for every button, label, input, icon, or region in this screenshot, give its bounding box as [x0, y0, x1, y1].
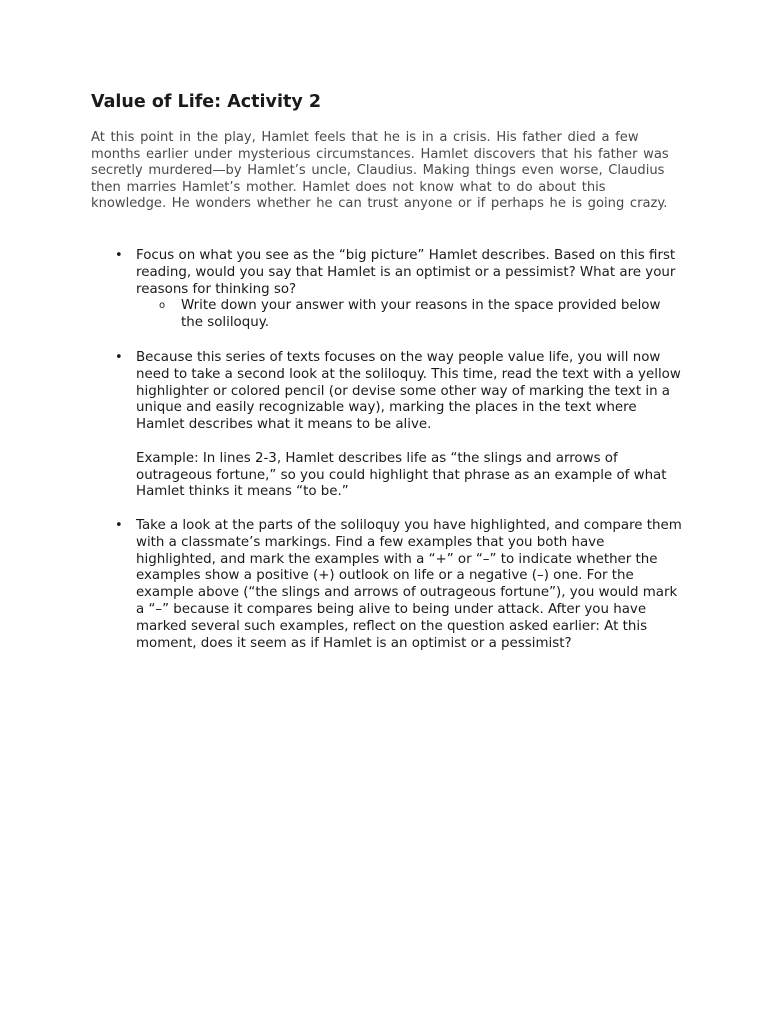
list-item-compare — [115, 518, 685, 652]
sub-bullet-icon: o — [159, 300, 166, 312]
list-item-text: Because this series of texts focuses on the way people value life, you will now need to take a second look at the soliloquy. This time, read the text with a yellow highlighter or colored pencil (or devise some other way of marking the text in a unique and easily recognizable way), marking the places in the text where Hamlet describes what it means to be alive. — [136, 350, 681, 433]
bullet-icon: • — [115, 350, 123, 365]
list-item-text: Focus on what you see as the “big picture” Hamlet describes. Based on this first reading, would you say that Hamlet is an optimist or a pessimist? What are your reasons for thinking so? — [136, 248, 676, 297]
page-title: Value of Life: Activity 2 — [91, 92, 321, 112]
sub-list-item — [159, 298, 685, 332]
intro-paragraph: At this point in the play, Hamlet feels that he is in a crisis. His father died a few months earlier under mysterious circumstances. Hamlet discovers that his father was secretly murdered—by Hamlet’s uncle, Claudius. Making things even worse, Claudius then marries Hamlet’s mother. Hamlet does not know what to do about this knowledge. He wonders whether he can trust anyone or if perhaps he is going crazy. — [91, 130, 669, 212]
example-paragraph: Example: In lines 2-3, Hamlet describes life as “the slings and arrows of outrageous fortune,” so you could highlight that phrase as an example of what Hamlet thinks it means “to be.” — [136, 450, 667, 500]
list-item-text: Take a look at the parts of the soliloquy you have highlighted, and compare them with a classmate’s markings. Find a few examples that you both have highlighted, and mark the examples with a “+” or “–” to indicate whether the examples show a positive (+) outlook on life or a negative (–) one. For the example above (“the slings and arrows of outrageous fortune”), you would mark a “–” because it compares being alive to being under attack. After you have marked several such examples, reflect on the question asked earlier: At this moment, does it seem as if Hamlet is an optimist or a pessimist? — [136, 518, 682, 651]
sub-list-item-text: Write down your answer with your reasons in the space provided below the soliloquy. — [181, 298, 661, 331]
bullet-icon: • — [115, 248, 123, 263]
list-item-second-look — [115, 350, 685, 501]
bullet-icon: • — [115, 518, 123, 533]
list-item-big-picture — [115, 248, 685, 332]
